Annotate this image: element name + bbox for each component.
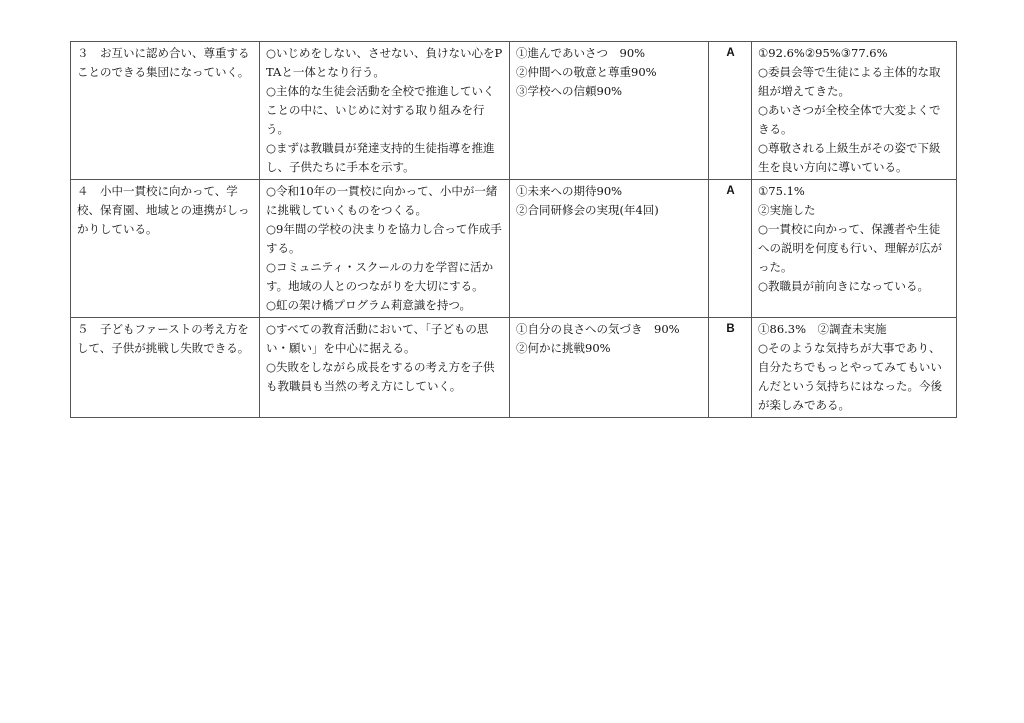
table-row (71, 42, 957, 180)
indicator-item: ①進んであいさつ 90% (516, 46, 646, 60)
results-cell (752, 180, 957, 318)
result-item: ○尊敬される上級生がその姿で下級生を良い方向に導いている。 (758, 141, 941, 174)
table-row (71, 180, 957, 318)
result-item: ①92.6%②95%③77.6% (758, 46, 888, 60)
action-item: ○9年間の学校の決まりを協力し合って作成手する。 (266, 222, 502, 255)
grade-label: A (726, 185, 735, 197)
indicators-cell (510, 42, 709, 180)
indicator-item: ②仲間への敬意と尊重90% (516, 65, 657, 79)
indicators-cell (510, 318, 709, 418)
goal-text: ５ 子どもファーストの考え方をして、子供が挑戦し失敗できる。 (77, 322, 250, 355)
actions-cell (260, 318, 510, 418)
goal-text: ３ お互いに認め合い、尊重することのできる集団になっていく。 (77, 46, 250, 79)
result-item: ○教職員が前向きになっている。 (758, 279, 930, 293)
results-cell (752, 42, 957, 180)
result-item: ○そのような気持ちが大事であり、自分たちでもっとやってみてもいいんだという気持ちにはなった。今後が楽しみである。 (758, 341, 942, 412)
results-cell (752, 318, 957, 418)
goal-cell (71, 318, 260, 418)
indicator-item: ①未来への期待90% (516, 184, 623, 198)
indicator-item: ③学校への信頼90% (516, 84, 623, 98)
grade-cell (709, 180, 752, 318)
result-item: ①86.3% ②調査未実施 (758, 322, 887, 336)
action-item: ○コミュニティ・スクールの力を学習に活かす。地域の人とのつながりを大切にする。 (266, 260, 494, 293)
action-item: ○主体的な生徒会活動を全校で推進していくことの中に、いじめに対する取り組みを行う。 (266, 84, 495, 136)
grade-cell (709, 318, 752, 418)
evaluation-table (70, 41, 957, 418)
result-item: ①75.1% (758, 184, 805, 198)
indicator-item: ②合同研修会の実現(年4回) (516, 203, 659, 217)
grade-label: A (726, 47, 735, 59)
goal-cell (71, 42, 260, 180)
action-item: ○虹の架け橋プログラム莉意識を持つ。 (266, 298, 471, 312)
goal-text: ４ 小中一貫校に向かって、学校、保育園、地域との連携がしっかりしている。 (77, 184, 250, 236)
indicator-item: ②何かに挑戦90% (516, 341, 611, 355)
indicator-item: ①自分の良さへの気づき 90% (516, 322, 680, 336)
table-row (71, 318, 957, 418)
goal-cell (71, 180, 260, 318)
result-item: ②実施した (758, 203, 816, 217)
action-item: ○いじめをしない、させない、負けない心をPTAと一体となり行う。 (266, 46, 503, 79)
indicators-cell (510, 180, 709, 318)
result-item: ○一貫校に向かって、保護者や生徒への説明を何度も行い、理解が広がった。 (758, 222, 942, 274)
action-item: ○令和10年の一貫校に向かって、小中が一緒に挑戦していくものをつくる。 (266, 184, 498, 217)
action-item: ○まずは教職員が発達支持的生徒指導を推進し、子供たちに手本を示す。 (266, 141, 495, 174)
result-item: ○あいさつが全校全体で大変よくできる。 (758, 103, 941, 136)
result-item: ○委員会等で生徒による主体的な取組が増えてきた。 (758, 65, 941, 98)
actions-cell (260, 42, 510, 180)
action-item: ○すべての教育活動において、「子どもの思い・願い」を中心に据える。 (266, 322, 489, 355)
action-item: ○失敗をしながら成長をするの考え方を子供も教職員も当然の考え方にしていく。 (266, 360, 495, 393)
actions-cell (260, 180, 510, 318)
grade-label: B (726, 323, 735, 335)
grade-cell (709, 42, 752, 180)
